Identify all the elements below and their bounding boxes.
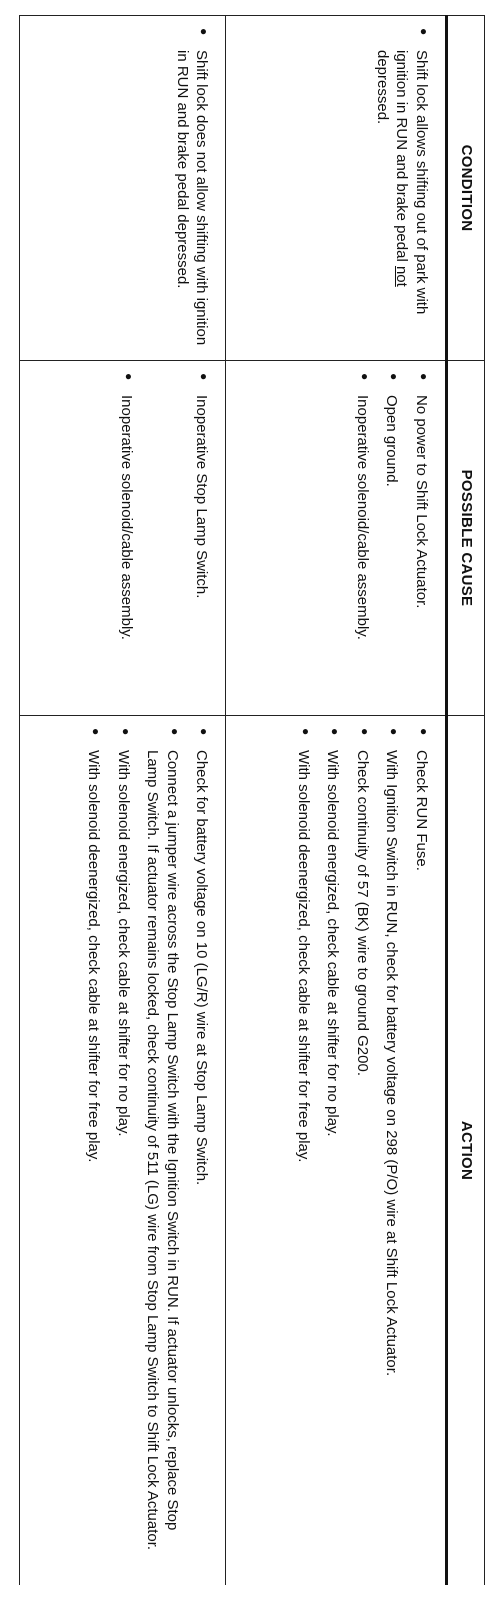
action-item: ● With solenoid deenergized, check cable at shifter for free play. xyxy=(84,726,104,1571)
action-item: ● With Ignition Switch in RUN, check for battery voltage on 298 (P/O) wire at Shift Lock Actuator. xyxy=(382,726,402,1571)
condition-header: CONDITION xyxy=(447,16,485,361)
cause-item: ● Open ground. xyxy=(382,371,402,701)
troubleshooting-table xyxy=(19,15,485,1585)
action-item: ● Check RUN Fuse. xyxy=(412,726,432,1571)
action-cell xyxy=(20,716,226,1586)
table-row xyxy=(20,16,226,1586)
action-cell xyxy=(226,716,447,1586)
rotated-table-wrapper xyxy=(15,15,485,1585)
condition-cell xyxy=(20,16,226,361)
condition-cell xyxy=(226,16,447,361)
action-header: ACTION xyxy=(447,716,485,1586)
possible-cause-header: POSSIBLE CAUSE xyxy=(447,361,485,716)
cause-item: ● Inoperative solenoid/cable assembly. xyxy=(116,371,136,701)
action-item: ● Connect a jumper wire across the Stop Lamp Switch with the Ignition Switch in RUN. If actuator unlocks, replace Stop Lamp Switch. If actuator remains locked, check continuity of 511 (LG) wire from Stop Lamp Switch to Shift Lock Actuator. xyxy=(143,726,182,1571)
possible-cause-cell xyxy=(20,361,226,716)
condition-item: ● Shift lock does not allow shifting with ignition in RUN and brake pedal depressed. xyxy=(172,26,211,346)
underlined-word: not xyxy=(393,265,411,287)
cause-item: ● Inoperative solenoid/cable assembly. xyxy=(353,371,373,701)
table-header-row xyxy=(447,16,485,1586)
cause-item: ● No power to Shift Lock Actuator. xyxy=(412,371,432,701)
document-page xyxy=(15,15,485,1585)
cause-item: ● Inoperative Stop Lamp Switch. xyxy=(192,371,212,701)
possible-cause-cell xyxy=(226,361,447,716)
table-row xyxy=(226,16,447,1586)
action-item: ● With solenoid deenergized, check cable at shifter for free play. xyxy=(294,726,314,1571)
action-item: ● With solenoid energized, check cable at shifter for no play. xyxy=(113,726,133,1571)
condition-item: ● Shift lock allows shifting out of park with ignition in RUN and brake pedal not depressed. xyxy=(373,26,432,346)
action-item: ● With solenoid energized, check cable at shifter for no play. xyxy=(323,726,343,1571)
action-item: ● Check for battery voltage on 10 (LG/R) wire at Stop Lamp Switch. xyxy=(192,726,212,1571)
action-item: ● Check continuity of 57 (BK) wire to ground G200. xyxy=(353,726,373,1571)
